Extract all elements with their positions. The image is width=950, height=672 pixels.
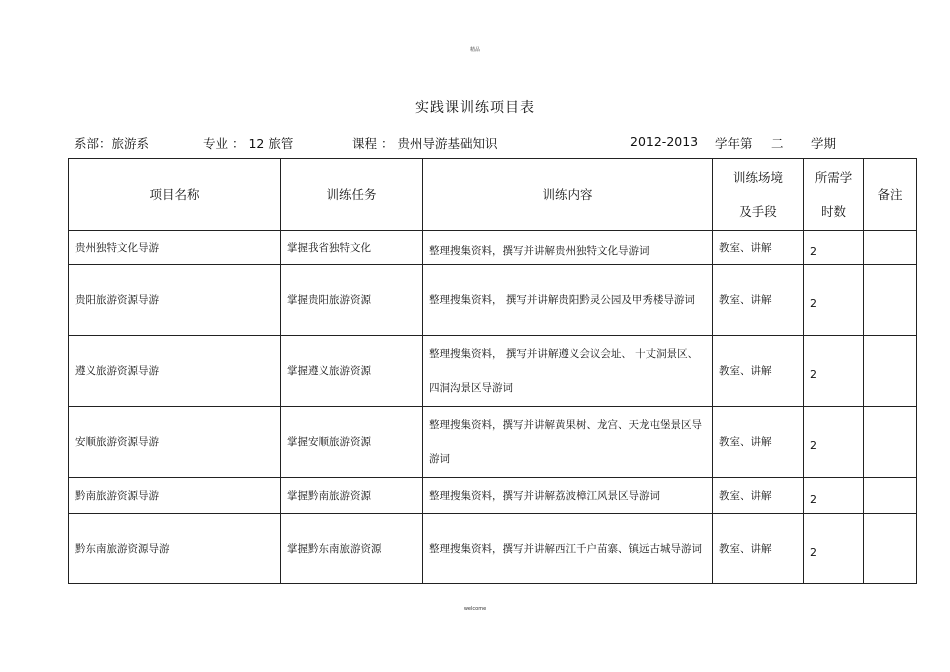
cell-hours: 2 xyxy=(804,407,864,478)
cell-content: 整理搜集资料， 撰写并讲解遵义会议会址、 十丈洞景区、四洞沟景区导游词 xyxy=(423,336,713,407)
cell-notes xyxy=(864,265,917,336)
term-suffix: 学期 xyxy=(811,136,837,151)
cell-name: 贵阳旅游资源导游 xyxy=(69,265,281,336)
cell-notes xyxy=(864,231,917,265)
table-header-row xyxy=(69,159,917,231)
col-header-venue-line2: 及手段 xyxy=(739,203,777,219)
table-row xyxy=(69,336,917,407)
col-header-hours-line2: 时数 xyxy=(820,203,846,219)
cell-venue: 教室、讲解 xyxy=(713,231,804,265)
col-header-hours-line1: 所需学 xyxy=(814,169,853,185)
cell-task: 掌握安顺旅游资源 xyxy=(281,407,423,478)
table-row xyxy=(69,478,917,514)
cell-content: 整理搜集资料，撰写并讲解黄果树、龙宫、天龙屯堡景区导游词 xyxy=(423,407,713,478)
cell-task: 掌握黔东南旅游资源 xyxy=(281,514,423,584)
cell-task: 掌握黔南旅游资源 xyxy=(281,478,423,514)
cell-venue: 教室、讲解 xyxy=(713,336,804,407)
cell-task: 掌握贵阳旅游资源 xyxy=(281,265,423,336)
table-row xyxy=(69,514,917,584)
cell-name: 安顺旅游资源导游 xyxy=(69,407,281,478)
cell-name: 黔南旅游资源导游 xyxy=(69,478,281,514)
cell-notes xyxy=(864,336,917,407)
cell-content: 整理搜集资料，撰写并讲解贵州独特文化导游词 xyxy=(423,231,713,265)
cell-hours: 2 xyxy=(804,514,864,584)
cell-hours: 2 xyxy=(804,336,864,407)
table-row xyxy=(69,407,917,478)
cell-hours: 2 xyxy=(804,265,864,336)
term-label: 学年第 xyxy=(715,136,753,151)
cell-name: 遵义旅游资源导游 xyxy=(69,336,281,407)
cell-content: 整理搜集资料，撰写并讲解西江千户苗寨、镇远古城导游词 xyxy=(423,514,713,584)
col-header-notes: 备注 xyxy=(864,159,917,231)
document-title: 实践课训练项目表 xyxy=(415,100,535,116)
training-projects-table xyxy=(68,158,917,584)
major-label: 专业 ： 12 旅管 xyxy=(203,136,294,151)
cell-venue: 教室、讲解 xyxy=(713,514,804,584)
cell-name: 贵州独特文化导游 xyxy=(69,231,281,265)
course-label: 课程 ： 贵州导游基础知识 xyxy=(352,136,498,151)
school-year: 2012-2013 xyxy=(630,134,699,149)
col-header-hours xyxy=(804,159,864,231)
cell-content: 整理搜集资料，撰写并讲解荔波樟江风景区导游词 xyxy=(423,478,713,514)
cell-venue: 教室、讲解 xyxy=(713,407,804,478)
cell-venue: 教室、讲解 xyxy=(713,265,804,336)
cell-task: 掌握我省独特文化 xyxy=(281,231,423,265)
footer-mark: welcome xyxy=(463,606,487,612)
cell-content: 整理搜集资料， 撰写并讲解贵阳黔灵公园及甲秀楼导游词 xyxy=(423,265,713,336)
cell-venue: 教室、讲解 xyxy=(713,478,804,514)
cell-name: 黔东南旅游资源导游 xyxy=(69,514,281,584)
col-header-content: 训练内容 xyxy=(423,159,713,231)
cell-notes xyxy=(864,514,917,584)
header-mark: 精品 xyxy=(469,47,480,53)
term-number: 二 xyxy=(771,136,784,151)
col-header-venue-line1: 训练场境 xyxy=(732,169,783,185)
cell-notes xyxy=(864,407,917,478)
table-row xyxy=(69,231,917,265)
col-header-task: 训练任务 xyxy=(281,159,423,231)
cell-hours: 2 xyxy=(804,478,864,514)
table-row xyxy=(69,265,917,336)
department-label: 系部：旅游系 xyxy=(74,136,150,151)
col-header-name: 项目名称 xyxy=(69,159,281,231)
cell-notes xyxy=(864,478,917,514)
cell-task: 掌握遵义旅游资源 xyxy=(281,336,423,407)
cell-hours: 2 xyxy=(804,231,864,265)
col-header-venue xyxy=(713,159,804,231)
